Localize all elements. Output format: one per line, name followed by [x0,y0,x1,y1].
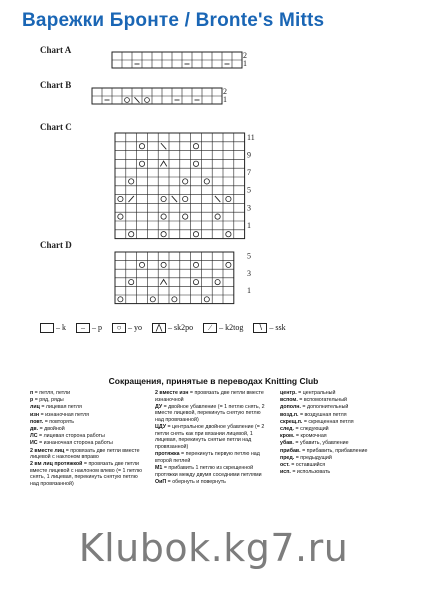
abbreviation-definition: = лицевая сторона работы [37,433,105,440]
abbreviation-entry [280,440,392,447]
abbreviation-definition: = обернуть и повернуть [166,478,226,485]
abbreviation-entry [30,419,142,426]
abbreviation-entry [280,412,392,419]
abbreviation-definition: = кромочная [294,433,327,440]
abbreviation-definition: = скрещенная петля [302,418,354,425]
abbreviation-term: М1 [155,464,163,471]
abbreviation-term: р [30,397,34,404]
abbreviation-term: ОиП [155,478,167,485]
abbreviation-definition: = центральное двойное убавление (= 2 петли снять как при вязании лицевой, 1 лицевая, перекинуть снятые петли над провязанной) [155,424,265,450]
abbreviation-term: ост. [280,461,290,468]
caret-symbol-icon: ⋀ [152,323,166,333]
abbreviation-entry [280,397,392,404]
row-number: 5 [247,185,251,195]
legend-item-slash [203,323,243,333]
abbreviation-entry [30,426,142,433]
abbreviation-entry [280,469,392,476]
abbreviation-entry [280,419,392,426]
row-number: 9 [247,150,251,160]
slash-symbol-icon: ∕ [203,323,217,333]
abbreviation-definition: = двойной [38,425,65,432]
abbreviation-term: п [30,390,34,396]
chart-b-label: Chart B [40,80,72,90]
chart-d-label: Chart D [40,240,72,250]
abbreviation-term: лиц [30,404,40,411]
abbreviation-definition: = убавить, убавление [293,440,349,447]
abbreviation-definition: = ряд, ряды [33,397,64,404]
row-number: 5 [247,251,251,261]
abbreviations-column-2 [155,390,267,486]
abbreviation-entry [155,404,267,424]
abbreviation-entry [155,390,267,403]
abbreviation-term: ЦДУ [155,424,167,431]
chart-a-label: Chart A [40,45,72,55]
abbreviation-entry [280,462,392,469]
circle-symbol-icon: ○ [112,323,126,333]
symbol-legend [40,323,296,333]
row-number: 7 [247,168,251,178]
abbreviation-definition: = предыдущий [294,454,332,461]
row-number: 1 [223,95,227,105]
row-number: 2 [243,51,247,61]
abbreviations-title: Сокращения, принятые в переводах Knitting Club [108,376,319,386]
row-number: 3 [247,268,251,278]
abbreviation-term: протяжка [155,451,180,458]
abbreviation-definition: = дополнительный [300,404,349,411]
legend-item-backslash [253,323,285,333]
legend-item-blank [40,323,66,333]
abbreviation-definition: = лицевая петля [39,404,82,411]
abbreviation-entry [30,440,142,447]
abbreviation-entry [30,404,142,411]
abbreviation-term: центр. [280,390,297,396]
abbreviation-definition: = использовать [290,469,331,476]
backslash-symbol-icon: ∖ [253,323,267,333]
abbreviation-entry [155,479,267,486]
abbreviations-column-3 [280,390,392,476]
legend-item-caret [152,323,193,333]
abbreviation-definition: = прибавить 1 петлю из скрещенной протяжки между двумя соседними петлями [155,464,262,478]
row-number: 1 [247,286,251,296]
abbreviation-entry [30,461,142,487]
abbreviation-entry [30,390,142,397]
abbreviation-term: ИС [30,440,38,447]
abbreviation-term: вспом. [280,397,298,404]
abbreviation-term: ДУ [155,403,163,410]
legend-item-dash [76,323,102,333]
abbreviation-term: возд.п. [280,411,299,418]
abbreviation-term: повт. [30,418,44,425]
abbreviation-definition: = следующий [294,425,329,432]
abbreviation-entry [280,433,392,440]
abbreviation-entry [30,448,142,461]
page-title: Варежки Бронте / Bronte's Mitts [22,10,325,31]
legend-label: – p [92,323,102,333]
abbreviation-entry [155,465,267,478]
abbreviation-entry [155,451,267,464]
abbreviation-term: дв. [30,425,39,432]
abbreviation-term: 2 вм лиц протяжкой [30,461,83,468]
abbreviation-entry [30,433,142,440]
abbreviation-definition: = провязать две петли вместе лицевой с наклоном вправо [30,447,140,461]
abbreviation-term: 2 вместе изн [155,390,189,396]
abbreviation-definition: = вспомогательный [297,397,347,404]
abbreviation-term: прибав. [280,447,301,454]
abbreviation-entry [155,424,267,450]
row-number: 11 [247,132,255,142]
abbreviation-definition: = оставшийся [289,461,326,468]
abbreviation-term: 2 вместе лиц [30,447,65,454]
abbreviation-entry [280,448,392,455]
legend-label: – k [56,323,66,333]
abbreviation-definition: = центральный [296,390,336,396]
dash-symbol-icon: – [76,323,90,333]
row-number: 1 [247,220,251,230]
abbreviation-term: след. [280,425,295,432]
abbreviation-entry [280,390,392,397]
abbreviation-term: пред. [280,454,295,461]
abbreviation-term: ЛС [30,433,38,440]
row-number: 3 [247,203,251,213]
abbreviation-definition: = провязать две петли вместе изнаночной [155,390,264,403]
abbreviation-entry [280,404,392,411]
abbreviation-definition: = двойное убавление (= 1 петлю снять, 2 вместе лицевой, перекинуть снятую петлю над провязанной) [155,403,265,423]
abbreviation-definition: = прибавить, прибавление [300,447,368,454]
abbreviation-definition: = воздушная петля [298,411,347,418]
blank-symbol-icon [40,323,54,333]
abbreviation-definition: = петля, петли [33,390,71,396]
abbreviations-column-1 [30,390,142,488]
abbreviation-definition: = изнаночная петля [39,411,90,418]
row-number: 2 [223,87,227,97]
abbreviation-term: кром. [280,433,295,440]
abbreviation-term: скрещ.п. [280,418,303,425]
legend-label: – yo [128,323,142,333]
abbreviation-term: изн [30,411,40,418]
chart-c-label: Chart C [40,122,72,132]
abbreviation-term: исп. [280,469,291,476]
abbreviation-entry [30,412,142,419]
legend-item-circle [112,323,142,333]
abbreviation-term: убав. [280,440,294,447]
abbreviation-definition: = изнаночная сторона работы [37,440,113,447]
abbreviation-entry [280,455,392,462]
legend-label: – ssk [269,323,286,333]
abbreviation-entry [30,397,142,404]
abbreviation-definition: = провязать две петли вместе лицевой с наклоном влево (= 1 петлю снять, 1 лицевая, перекинуть снятую петлю над провязанной) [30,461,142,488]
row-number: 1 [243,59,247,69]
abbreviation-entry [280,426,392,433]
legend-label: – sk2po [168,323,194,333]
watermark: Klubok.kg7.ru [78,526,349,570]
abbreviation-definition: = перекинуть первую петлю над второй петлей [155,451,260,464]
legend-label: – k2tog [219,323,244,333]
abbreviation-definition: = повторять [43,418,75,425]
abbreviation-term: дополн. [280,404,301,411]
